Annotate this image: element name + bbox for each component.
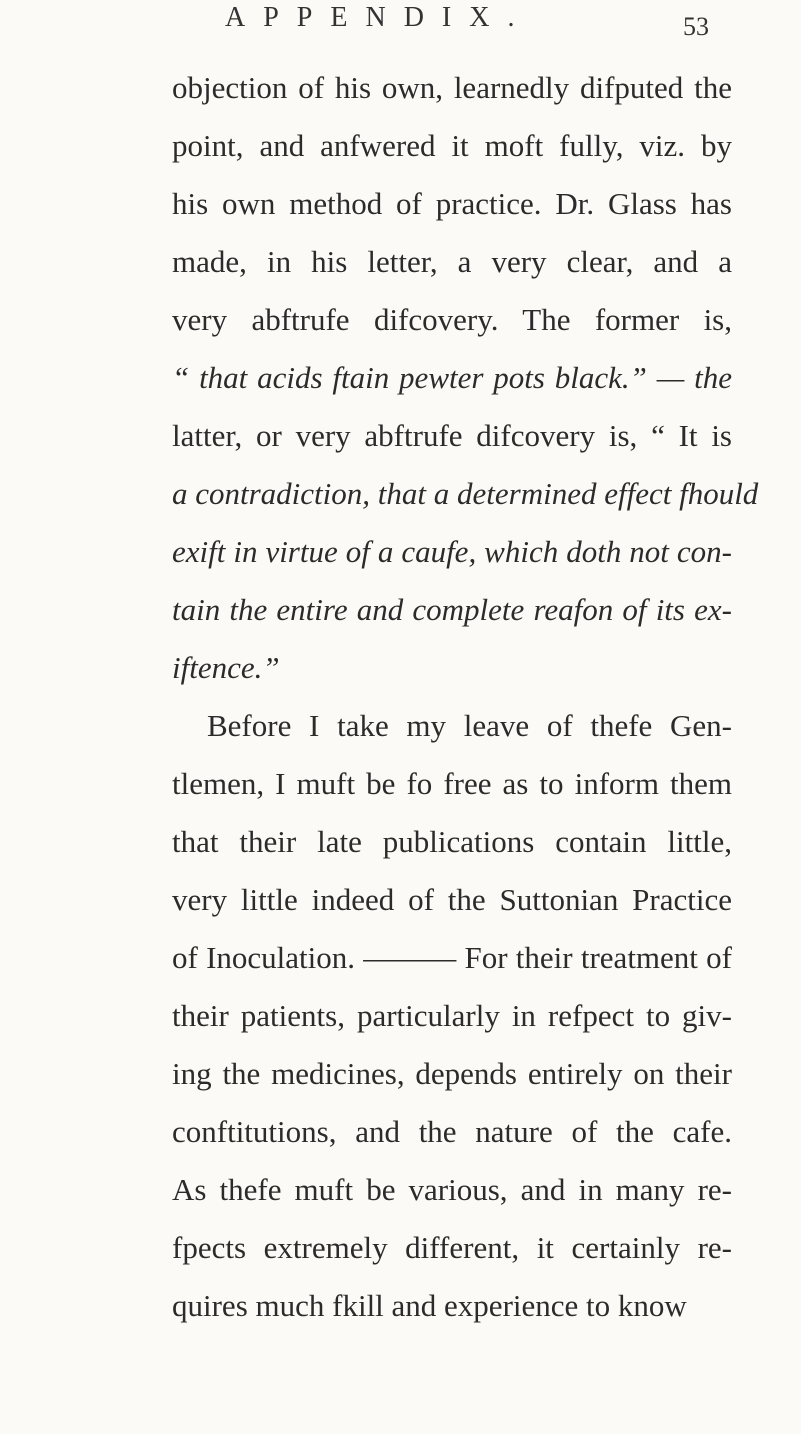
text-line-4: made, in his letter, a very clear, and a — [172, 244, 732, 279]
text-line-5: very abftrufe difcovery. The former is, — [172, 302, 732, 337]
text-line-12: Before I take my leave of thefe Gen- — [207, 708, 732, 743]
text-line-20: As thefe muft be various, and in many re- — [172, 1172, 732, 1207]
text-line-6: “ that acids ftain pewter pots black.” — the — [172, 360, 732, 395]
text-line-17: their patients, particularly in refpect to giv- — [172, 998, 732, 1033]
text-line-21: fpects extremely different, it certainly re- — [172, 1230, 732, 1265]
text-line-2: point, and anfwered it moft fully, viz. by — [172, 128, 732, 163]
text-line-1: objection of his own, learnedly difputed the — [172, 70, 732, 105]
text-line-10: tain the entire and complete reafon of its ex- — [172, 592, 732, 627]
text-line-7: latter, or very abftrufe difcovery is, “ It is — [172, 418, 732, 453]
text-line-11: iftence.” — [172, 650, 280, 685]
text-line-15: very little indeed of the Suttonian Practice — [172, 882, 732, 917]
text-line-16: of Inoculation. ——— For their treatment of — [172, 940, 732, 975]
text-line-14: that their late publications contain little, — [172, 824, 732, 859]
text-line-18: ing the medicines, depends entirely on their — [172, 1056, 732, 1091]
page-number: 53 — [683, 12, 709, 41]
text-line-8: a contradiction, that a determined effect fhould — [172, 476, 759, 511]
text-line-13: tlemen, I muft be fo free as to inform them — [172, 766, 732, 801]
text-line-3: his own method of practice. Dr. Glass has — [172, 186, 732, 221]
text-line-22: quires much fkill and experience to know — [172, 1288, 687, 1323]
text-line-19: conftitutions, and the nature of the cafe. — [172, 1114, 732, 1149]
text-line-9: exift in virtue of a caufe, which doth not con- — [172, 534, 732, 569]
running-head: APPENDIX. — [225, 2, 533, 33]
